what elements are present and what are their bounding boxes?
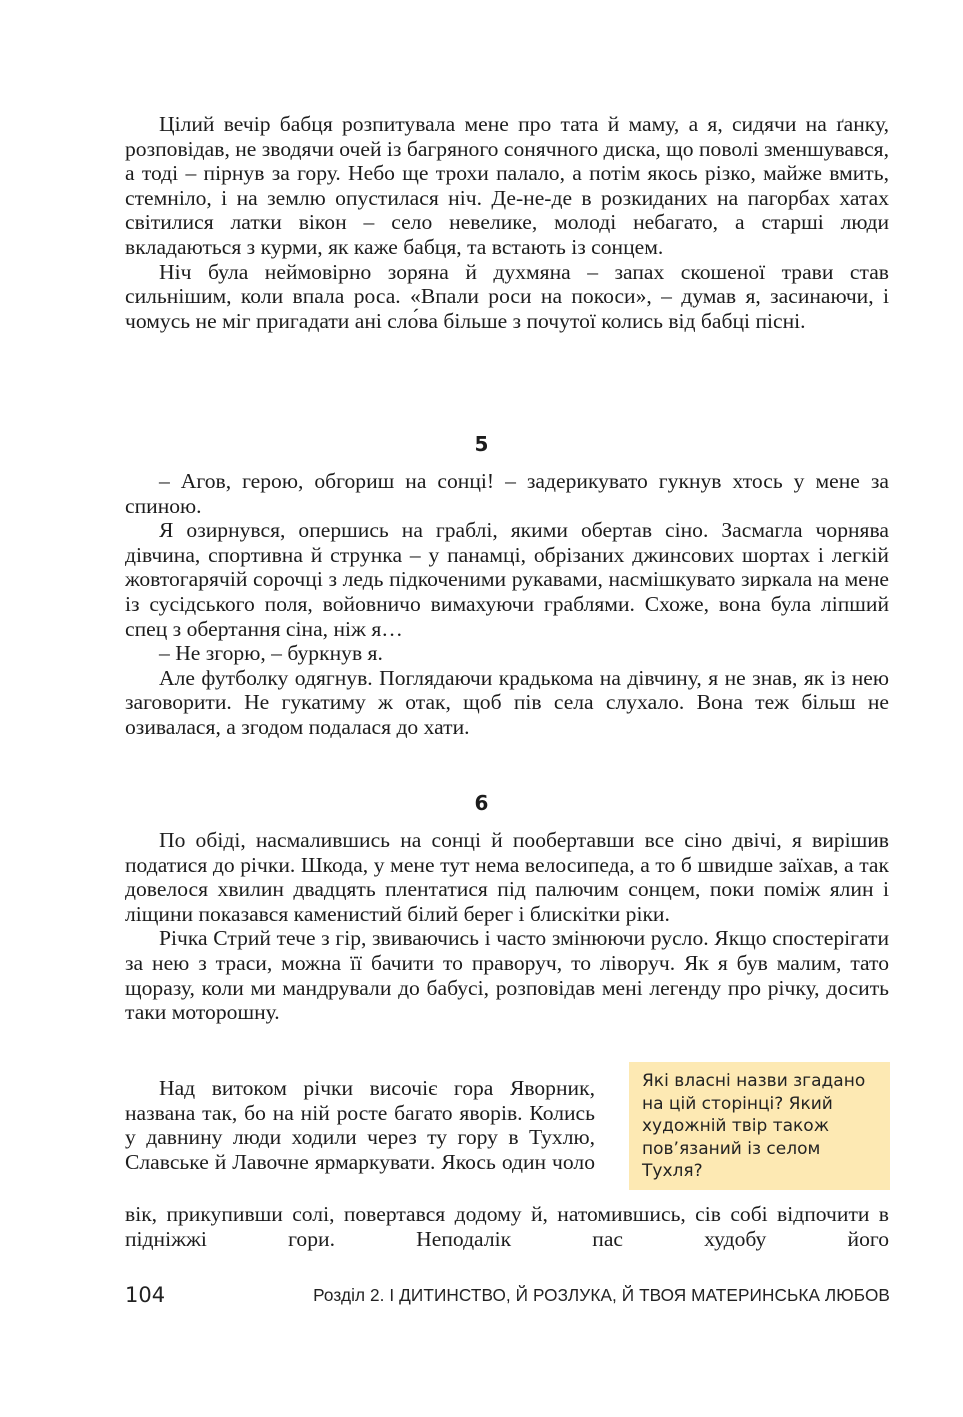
paragraph: По обіді, насмалившись на сонці й пообертавши все сіно двічі, я вирішив податися до річки. Шкода, у мене тут нема велосипеда, а то б швидше заїхав, а так довелося хвилин двадцять плентатися під палючим сонцем, поки поміж ялин і ліщини показався каменистий білий берег і блискітки ріки. bbox=[125, 828, 889, 926]
section-b bbox=[125, 469, 889, 740]
chapter-heading-5: 5 bbox=[474, 432, 489, 456]
paragraph: Але футболку одягнув. Поглядаючи крадькома на дівчину, я не знав, як із нею заговорити. Не гукатиму ж отак, щоб пів села слухало. Вона теж більш не озивалася, а згодом подалася до хати. bbox=[125, 665, 889, 739]
paragraph: Цілий вечір бабця розпитувала мене про тата й маму, а я, сидячи на ґанку, розповідав, не зводячи очей із багряного сонячного диска, що поволі зменшувався, а тоді – пірнув за гору. Небо ще трохи палало, а потім якось різко, майже вмить, стемніло, і на землю опустилася ніч. Де-не-де в розкиданих на пагорбах хатах світилися латки вікон – село невелике, молоді небагато, а старші люди вкладаються з курми, як каже бабця, та встають із сонцем. bbox=[125, 112, 889, 259]
section-a bbox=[125, 112, 889, 333]
paragraph: Ніч була неймовірно зоряна й духмяна – запах скошеної трави став сильнішим, коли впала роса. «Впали роси на покоси», – думав я, засинаючи, і чомусь не міг пригадати ані сло́ва більше з почутої колись від бабці пісні. bbox=[125, 259, 889, 333]
section-c bbox=[125, 828, 889, 1025]
paragraph: Я озирнувся, опершись на граблі, якими обертав сіно. Засмагла чорнява дівчина, спортивна й струнка – у панамці, обрізаних джинсових шортах і легкій жовтогарячій сорочці з ледь підкоченими рукавами, насмішкувато зиркала на мене із сусідського поля, войовничо вимахуючи граблями. Схоже, вона була ліпший спец з обертання сіна, ніж я… bbox=[125, 518, 889, 641]
paragraph: – Агов, герою, обгориш на сонці! – задерикувато гукнув хтось у мене за спиною. bbox=[125, 469, 889, 518]
running-footer-section-title: Розділ 2. І ДИТИНСТВО, Й РОЗЛУКА, Й ТВОЯ МАТЕРИНСЬКА ЛЮБОВ bbox=[313, 1285, 890, 1305]
paragraph-continuation: вік, прикупивши солі, повертався додому й, натомившись, сів собі відпочити в підніжжі гори. Неподалік пас худобу його bbox=[125, 1202, 889, 1251]
paragraph-wrapped-part: Над витоком річки височіє гора Яворник, названа так, бо на ній росте багато яворів. Колись у давнину люди ходили через ту гору в Тухлю, Славське й Лавочне ярмаркувати. Якось один чоло bbox=[125, 1076, 595, 1174]
paragraph: – Не згорю, – буркнув я. bbox=[159, 641, 383, 666]
wrapped-paragraph bbox=[125, 1076, 595, 1174]
sidebar-question-text: Які власні назви згадано на цій сторінці? Який художній твір також пов’язаний із селом Тухля? bbox=[642, 1071, 866, 1181]
section-c-continuation bbox=[125, 1202, 889, 1251]
question-sidebar bbox=[629, 1062, 890, 1190]
chapter-heading-6: 6 bbox=[474, 791, 489, 815]
page-number: 104 bbox=[125, 1283, 166, 1307]
paragraph: Річка Стрий тече з гір, звиваючись і часто змінюючи русло. Якщо спостерігати за нею з траси, можна її бачити то праворуч, то ліворуч. Як я був малим, тато щоразу, коли ми мандрували до бабусі, розповідав мені легенду про річку, досить таки моторошну. bbox=[125, 926, 889, 1025]
